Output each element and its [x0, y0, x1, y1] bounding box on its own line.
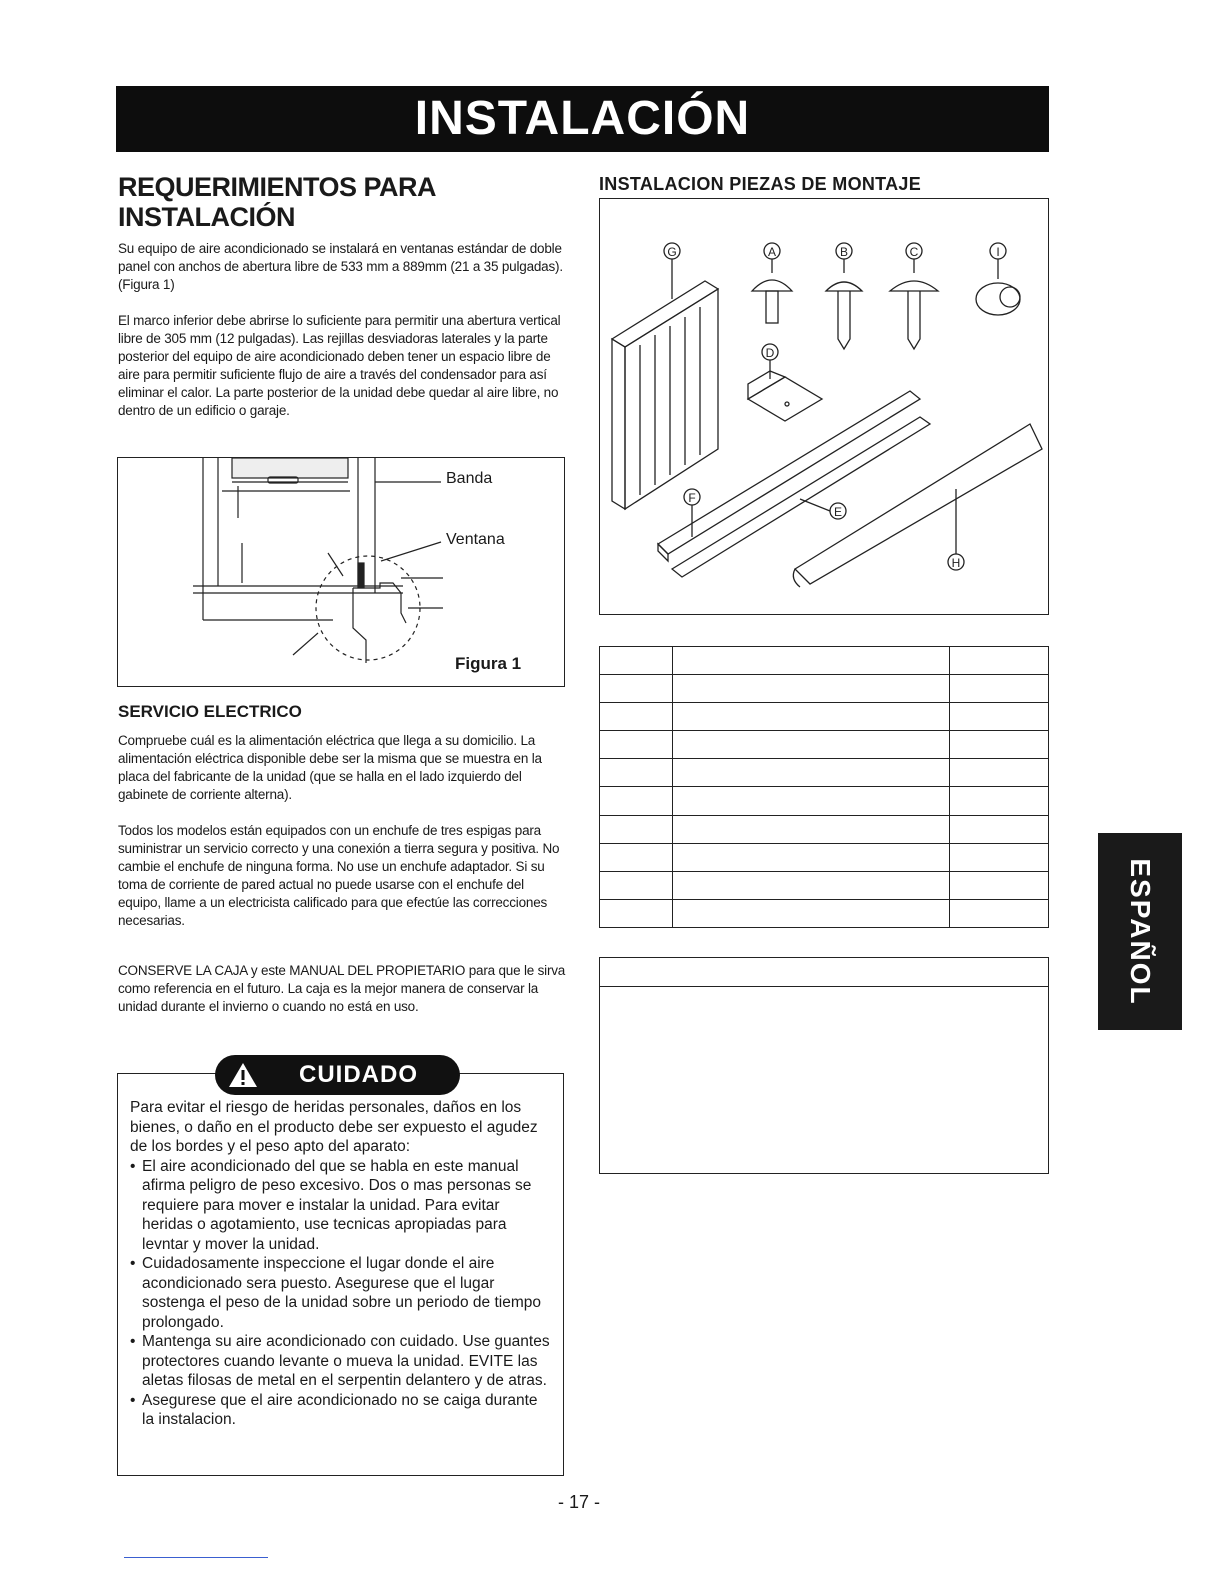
table-row	[600, 647, 1049, 675]
caution-content	[130, 1098, 550, 1430]
part-letter-c: C	[909, 245, 919, 259]
page-number: - 17 -	[558, 1492, 601, 1512]
part-letter-d: D	[765, 346, 775, 360]
table-row	[600, 815, 1049, 843]
caution-bullet: • El aire acondicionado del que se habla en este manual afirma peligro de peso excesivo. Dos o mas personas se requiere para mover e instalar la unidad. Para evitar heridas o agotamiento, use tecnicas apropiadas para levntar y mover la unidad.	[130, 1157, 550, 1255]
part-letter-i: I	[996, 245, 1000, 259]
caution-intro: Para evitar el riesgo de heridas personales, daños en los bienes, o daño en el producto debe ser expuesto el agudez de los bordes y el peso apto del aparato:	[130, 1099, 538, 1155]
warning-triangle-icon	[227, 1061, 259, 1089]
caution-label: CUIDADO	[299, 1061, 418, 1088]
part-letter-b: B	[839, 245, 849, 259]
table-row	[600, 899, 1049, 927]
figure-1-caption: Figura 1	[455, 654, 522, 673]
language-side-tab	[1098, 833, 1182, 1030]
caution-bullet: • Asegurese que el aire acondicionado no se caiga durante la instalacion.	[130, 1391, 550, 1430]
notes-box-header	[600, 958, 1048, 987]
part-letter-g: G	[667, 245, 677, 259]
part-letter-a: A	[767, 245, 777, 259]
requirements-paragraph-1: Su equipo de aire acondicionado se instalará en ventanas estándar de doble panel con anchos de abertura libre de 533 mm a 889mm (21 a 35 pulgadas). (Figura 1)	[118, 241, 563, 292]
table-row	[600, 731, 1049, 759]
mounting-parts-heading: INSTALACION PIEZAS DE MONTAJE	[599, 174, 922, 194]
requirements-heading: REQUERIMIENTOS PARA INSTALACIÓN	[118, 172, 436, 232]
table-row	[600, 703, 1049, 731]
figure-1-window-diagram	[117, 457, 565, 687]
part-letter-h: H	[951, 556, 961, 570]
caution-list	[130, 1157, 550, 1430]
caution-badge	[215, 1055, 460, 1095]
table-row	[600, 843, 1049, 871]
label-ventana: Ventana	[446, 531, 505, 548]
label-banda: Banda	[446, 470, 493, 487]
mounting-parts-diagram	[599, 198, 1049, 615]
caution-bullet: • Mantenga su aire acondicionado con cuidado. Use guantes protectores cuando levante o mueva la unidad. EVITE las aletas filosas de metal en el serpentin delantero y de atras.	[130, 1332, 550, 1391]
mounting-parts-illustration	[600, 199, 1048, 614]
electrical-paragraph-2: Todos los modelos están equipados con un enchufe de tres espigas para suministrar un servicio correcto y una conexión a tierra segura y positiva. No cambie el enchufe de ninguna forma. No use un enchufe adaptador. Si su toma de corriente de pared actual no puede usarse con el enchufe del equipo, llame a un electricista calificado para que efectúe las correcciones necesarias.	[118, 823, 560, 928]
electrical-paragraph-1: Compruebe cuál es la alimentación eléctrica que llega a su domicilio. La alimentación eléctrica disponible debe ser la misma que se muestra en la placa del fabricante de la unidad (que se halla en el lado izquierdo del gabinete de corriente alterna).	[118, 733, 542, 802]
electrical-paragraph-3: CONSERVE LA CAJA y este MANUAL DEL PROPIETARIO para que le sirva como referencia en el futuro. La caja es la mejor manera de conservar la unidad durante el invierno o cuando no está en uso.	[118, 963, 566, 1014]
table-row	[600, 675, 1049, 703]
table-row	[600, 871, 1049, 899]
page-banner-title: INSTALACIÓN	[116, 86, 1049, 152]
electrical-heading: SERVICIO ELECTRICO	[118, 702, 302, 721]
part-letter-e: E	[833, 505, 843, 519]
table-row	[600, 787, 1049, 815]
table-row	[600, 759, 1049, 787]
part-letter-f: F	[688, 491, 696, 505]
requirements-paragraph-2: El marco inferior debe abrirse lo suficiente para permitir una abertura vertical libre de 305 mm (12 pulgadas). Las rejillas desviadoras laterales y la parte posterior del equipo de aire acondicionado deben tener un espacio libre de aire para permitir suficiente flujo de aire a través del condensador para así eliminar el calor. La parte posterior de la unidad debe quedar al aire libre, no dentro de un edificio o garaje.	[118, 313, 561, 418]
bottom-divider	[124, 1557, 268, 1558]
language-label: ESPAÑOL	[1125, 857, 1156, 1006]
parts-list-table	[599, 646, 1049, 928]
window-illustration	[118, 458, 564, 686]
notes-box	[599, 957, 1049, 1174]
caution-bullet: • Cuidadosamente inspeccione el lugar donde el aire acondicionado sera puesto. Asegurese que el lugar sostenga el peso de la unidad sobre un periodo de tiempo prolongado.	[130, 1254, 550, 1332]
